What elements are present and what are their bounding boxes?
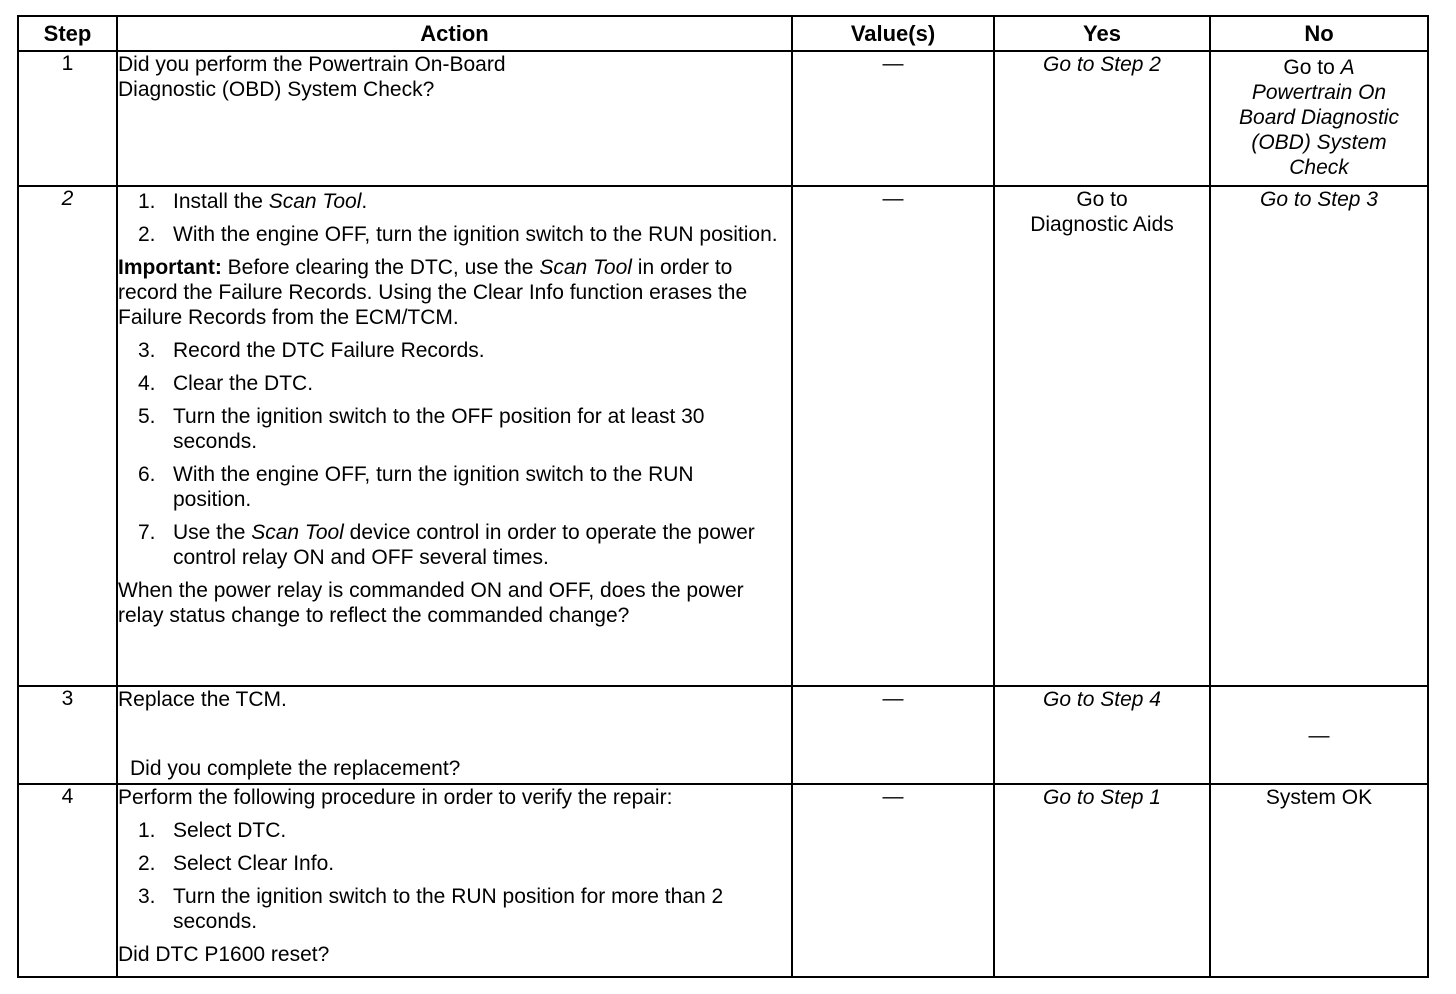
- question-line: Did you perform the Powertrain On-Board: [118, 53, 506, 76]
- list-number: 7.: [138, 521, 156, 544]
- important-label: Important:: [118, 256, 222, 279]
- value-cell: —: [792, 686, 994, 784]
- action-cell: [117, 51, 792, 186]
- scan-tool-term: Scan Tool: [539, 256, 632, 279]
- no-link[interactable]: Go to Step 3: [1210, 186, 1428, 686]
- list-text: Record the DTC Failure Records.: [173, 339, 485, 362]
- list-item: [118, 462, 791, 512]
- list-text: Turn the ignition switch to the RUN position for more than 2 seconds.: [173, 885, 724, 933]
- list-number: 2.: [138, 223, 156, 246]
- important-text: in order to record the Failure Records. Using the Clear Info function erases the Failure Records from the ECM/TCM.: [118, 256, 748, 329]
- table-row-step-4: [18, 784, 1428, 977]
- table-row-step-2: [18, 186, 1428, 686]
- step-number: 4: [18, 784, 117, 977]
- list-text: Turn the ignition switch to the OFF position for at least 30 seconds.: [173, 405, 705, 453]
- list-text: Use the: [173, 521, 252, 544]
- action-cell: [117, 784, 792, 977]
- no-value: System OK: [1210, 784, 1428, 977]
- yes-link[interactable]: [994, 186, 1210, 686]
- list-number: 1.: [138, 819, 156, 842]
- yes-link[interactable]: Go to Step 4: [994, 686, 1210, 784]
- list-item: [118, 520, 791, 570]
- header-row: [18, 16, 1428, 51]
- question-text: Did DTC P1600 reset?: [118, 943, 330, 966]
- no-link-title: Powertrain On Board Diagnostic (OBD) System Check: [1239, 81, 1399, 179]
- table-row-step-3: [18, 686, 1428, 784]
- procedure-list: [118, 818, 791, 934]
- question-text: [118, 52, 791, 102]
- list-item: [118, 189, 791, 214]
- list-item: [118, 851, 791, 876]
- yes-link[interactable]: Go to Step 2: [994, 51, 1210, 186]
- list-text: Select DTC.: [173, 819, 287, 842]
- action-cell: [117, 186, 792, 686]
- action-text: Replace the TCM.: [118, 688, 287, 711]
- list-number: 2.: [138, 852, 156, 875]
- list-item: [118, 222, 791, 247]
- header-values: Value(s): [792, 16, 994, 51]
- list-number: 3.: [138, 885, 156, 908]
- value-cell: —: [792, 51, 994, 186]
- value-cell: —: [792, 784, 994, 977]
- list-number: 5.: [138, 405, 156, 428]
- important-note: [118, 255, 791, 330]
- list-text: Clear the DTC.: [173, 372, 314, 395]
- list-item: [118, 884, 791, 934]
- step-number: 1: [18, 51, 117, 186]
- header-step: Step: [18, 16, 117, 51]
- value-cell: —: [792, 186, 994, 686]
- scan-tool-term: Scan Tool: [268, 190, 362, 213]
- table-row-step-1: [18, 51, 1428, 186]
- procedure-list: [118, 338, 791, 570]
- no-link-prefix: Go to: [1283, 56, 1341, 79]
- yes-link-line: Go to: [1076, 188, 1128, 211]
- step-number: 2: [18, 186, 117, 686]
- list-text: .: [361, 190, 368, 213]
- list-number: 1.: [138, 190, 156, 213]
- no-link-title-a: A: [1340, 56, 1355, 79]
- list-text: Install the: [173, 190, 269, 213]
- step-number: 3: [18, 686, 117, 784]
- list-text: With the engine OFF, turn the ignition switch to the RUN position.: [173, 223, 778, 246]
- header-no: No: [1210, 16, 1428, 51]
- list-item: [118, 338, 791, 363]
- list-number: 6.: [138, 463, 156, 486]
- question-line: Diagnostic (OBD) System Check?: [118, 78, 435, 101]
- list-item: [118, 371, 791, 396]
- list-text: Select Clear Info.: [173, 852, 335, 875]
- no-link[interactable]: [1210, 51, 1428, 186]
- list-item: [118, 404, 791, 454]
- question-text: When the power relay is commanded ON and OFF, does the power relay status change to reflect the commanded change?: [118, 579, 744, 627]
- intro-text: Perform the following procedure in order to verify the repair:: [118, 786, 673, 809]
- important-text: Before clearing the DTC, use the: [221, 256, 540, 279]
- header-yes: Yes: [994, 16, 1210, 51]
- procedure-list: [118, 189, 791, 247]
- yes-link[interactable]: Go to Step 1: [994, 784, 1210, 977]
- diagnostic-table: [17, 15, 1429, 978]
- list-item: [118, 818, 791, 843]
- question-text: Did you complete the replacement?: [130, 757, 461, 780]
- no-value: —: [1210, 686, 1428, 784]
- list-number: 4.: [138, 372, 156, 395]
- scan-tool-term: Scan Tool: [251, 521, 344, 544]
- yes-link-line: Diagnostic Aids: [1030, 213, 1174, 236]
- action-cell: [117, 686, 792, 784]
- list-number: 3.: [138, 339, 156, 362]
- list-text: device control in order to operate the power control relay ON and OFF several times.: [173, 521, 755, 569]
- list-text: With the engine OFF, turn the ignition switch to the RUN position.: [173, 463, 694, 511]
- header-action: Action: [117, 16, 792, 51]
